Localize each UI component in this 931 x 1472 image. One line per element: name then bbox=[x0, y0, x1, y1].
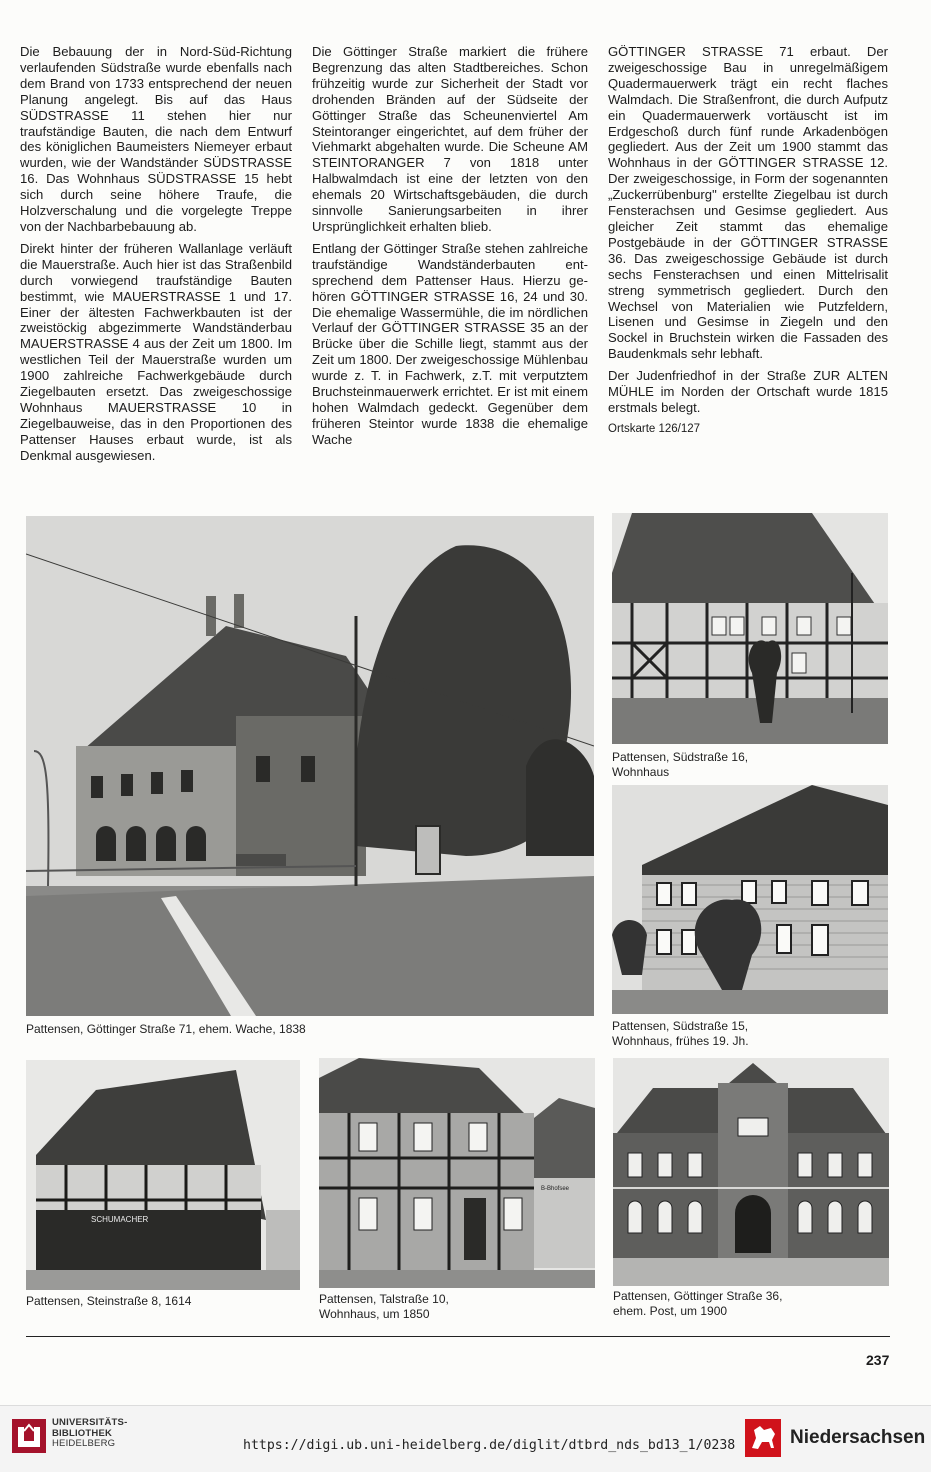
paragraph: Direkt hinter der früheren Wallanlage verläuft die Mauerstraße. Auch hier ist das Straßenbild durch vorwiegend traufständige Bauten bestimmt, wie MAUERSTRASSE 1 und 17. Einer der ältesten Fachwerkbauten ist der zweistöckig abgezimmerte Wandständerbau MAUERSTRASSE 4 aus der Zeit um 1800. Im westlichen Teil der Mauerstraße wurden um 1900 zahlreiche Fachwerkgebäude durch Ziegelbauten ersetzt. Das zweigeschossige Wohnhaus MAUERSTRASSE 10 in Ziegelbauweise, das in den Proportionen des Pattenser Hauses erbaut wurde, ist als Denkmal ausgewiesen. bbox=[20, 240, 292, 463]
library-line: HEIDELBERG bbox=[52, 1438, 116, 1449]
caption-post bbox=[613, 1289, 782, 1319]
page-number: 237 bbox=[866, 1352, 890, 1368]
caption-line: ehem. Post, um 1900 bbox=[613, 1304, 728, 1318]
caption-line: Wohnhaus, um 1850 bbox=[319, 1307, 430, 1321]
paragraph: Entlang der Göttinger Straße stehen zahlreiche traufständige Wandständerbauten entsprechend dem Pattenser Haus. Hierzu gehören GÖTTINGER STRASSE 16, 24 und 30. Die ehemalige Wassermühle, die im nördlichen Verlauf der GÖTTINGER STRASSE 35 an der Brücke über die Schille liegt, stammt aus der Zeit um 1800. Der zweigeschossige Mühlenbau wurde z. T. in Fachwerk, z.T. mit verputztem Bruchsteinmauerwerk errichtet. Er ist mit einem hohen Walmdach gedeckt. Gegenüber dem früheren Steintor wurde 1838 die ehemalige Wache bbox=[312, 240, 588, 447]
map-reference: Ortskarte 126/127 bbox=[608, 422, 701, 435]
photo-steinstrasse-8 bbox=[26, 1060, 300, 1290]
caption-line: Wohnhaus, frühes 19. Jh. bbox=[612, 1034, 749, 1048]
caption-suedstrasse-16 bbox=[612, 750, 748, 780]
caption-line: Pattensen, Göttinger Straße 36, bbox=[613, 1289, 783, 1303]
caption-wache: Pattensen, Göttinger Straße 71, ehem. Wache, 1838 bbox=[26, 1022, 306, 1036]
photo-suedstrasse-16 bbox=[612, 513, 888, 744]
caption-line: Pattensen, Südstraße 15, bbox=[612, 1019, 749, 1033]
university-library-logo-icon[interactable] bbox=[10, 1417, 48, 1455]
photo-talstrasse-10 bbox=[319, 1058, 595, 1288]
paragraph: Die Bebauung der in Nord-Süd-Richtung verlaufenden Südstraße wurde ebenfalls nach dem Brand von 1733 entsprechend der neuen Planung angelegt. Bis auf das Haus SÜDSTRASSE 11 stehen hier nur traufständige Bauten, die nach dem Entwurf des königlichen Baumeisters Niemeyer erbaut wurden, wie der Wandständer SÜDSTRASSE 16. Das Wohnhaus SÜDSTRASSE 15 hebt sich durch seine höhere Traufe, die Holzverschalung und die vorgelegte Treppe von der Nachbarbebauung ab. bbox=[20, 44, 292, 234]
caption-suedstrasse-15 bbox=[612, 1019, 749, 1049]
niedersachsen-horse-icon[interactable] bbox=[744, 1418, 782, 1458]
caption-line: Pattensen, Südstraße 16, bbox=[612, 750, 749, 764]
text-column-3 bbox=[608, 44, 888, 444]
library-line: UNIVERSITÄTS- bbox=[52, 1417, 128, 1428]
partner-name[interactable]: Niedersachsen bbox=[790, 1427, 926, 1448]
paragraph: GÖTTINGER STRASSE 71 erbaut. Der zweigeschossige Bau in unregelmäßigem Quadermauerwerk trägt ein recht flaches Walmdach. Die Straßenfront, die durch Aufputz ein Quadermauerwerk vortäuscht ist im Erdgeschoß durch fünf runde Arkadenbögen gegliedert. Aus der Zeit um 1900 stammt das Wohnhaus in der GÖTTINGER STRASSE 12. Der zweigeschossige, in Form der sogenannten „Zuckerrübenburg" erstellte Ziegelbau ist durch Fensterachsen und Gesimse gegliedert. Aus gleicher Zeit stammt das ehemalige Postgebäude in der GÖTTINGER STRASSE 36. Das zweigeschossige Gebäude ist durch sechs Fensterachsen und einen Mittelrisalit streng symmetrisch gegliedert. Durch den Wechsel von Materialien wie Putzfeldern, Lisenen und Gesimse in Ziegeln und den Sockel in Bruchstein wirken die Fassaden des Baudenkmals sehr lebhaft. bbox=[608, 44, 888, 362]
text-column-1 bbox=[20, 44, 292, 470]
caption-talstrasse-10 bbox=[319, 1292, 449, 1322]
permalink-url[interactable]: https://digi.ub.uni-heidelberg.de/diglit/dtbrd_nds_bd13_1/0238 bbox=[243, 1438, 736, 1453]
photo-suedstrasse-15 bbox=[612, 785, 888, 1014]
text-column-2 bbox=[312, 44, 588, 454]
shop-sign: SCHUMACHER bbox=[91, 1215, 149, 1224]
photo-post bbox=[613, 1058, 889, 1286]
caption-line: Pattensen, Talstraße 10, bbox=[319, 1292, 449, 1306]
photo-wache bbox=[26, 516, 594, 1016]
caption-line: Wohnhaus bbox=[612, 765, 670, 779]
shop-sign: B-Bhofsee bbox=[541, 1186, 570, 1192]
paragraph: Der Judenfriedhof in der Straße ZUR ALTEN MÜHLE im Norden der Ortschaft wurde 1815 erstmals belegt. bbox=[608, 368, 888, 415]
caption-steinstrasse-8: Pattensen, Steinstraße 8, 1614 bbox=[26, 1294, 192, 1308]
library-line: BIBLIOTHEK bbox=[52, 1427, 113, 1439]
bottom-rule bbox=[26, 1336, 890, 1337]
university-library-name[interactable] bbox=[52, 1418, 127, 1450]
paragraph: Die Göttinger Straße markiert die frühere Begrenzung das alten Stadtbereiches. Schon frühzeitig wurde zur Sicherheit der Stadt vor drohenden Bränden auf der Südseite der Göttinger Straße das Scheunenviertel Am Steintoranger eingerichtet, auf dem früher der Viehmarkt abgehalten wurde. Die Scheune AM STEINTORANGER 7 von 1818 unter Halbwalmdach ist eine der letzten von den ehemals 20 Wirtschaftsgebäuden, die durch sinnvolle Sanierungsarbeiten in ihrer Ursprünglichkeit erhalten blieb. bbox=[312, 44, 588, 234]
